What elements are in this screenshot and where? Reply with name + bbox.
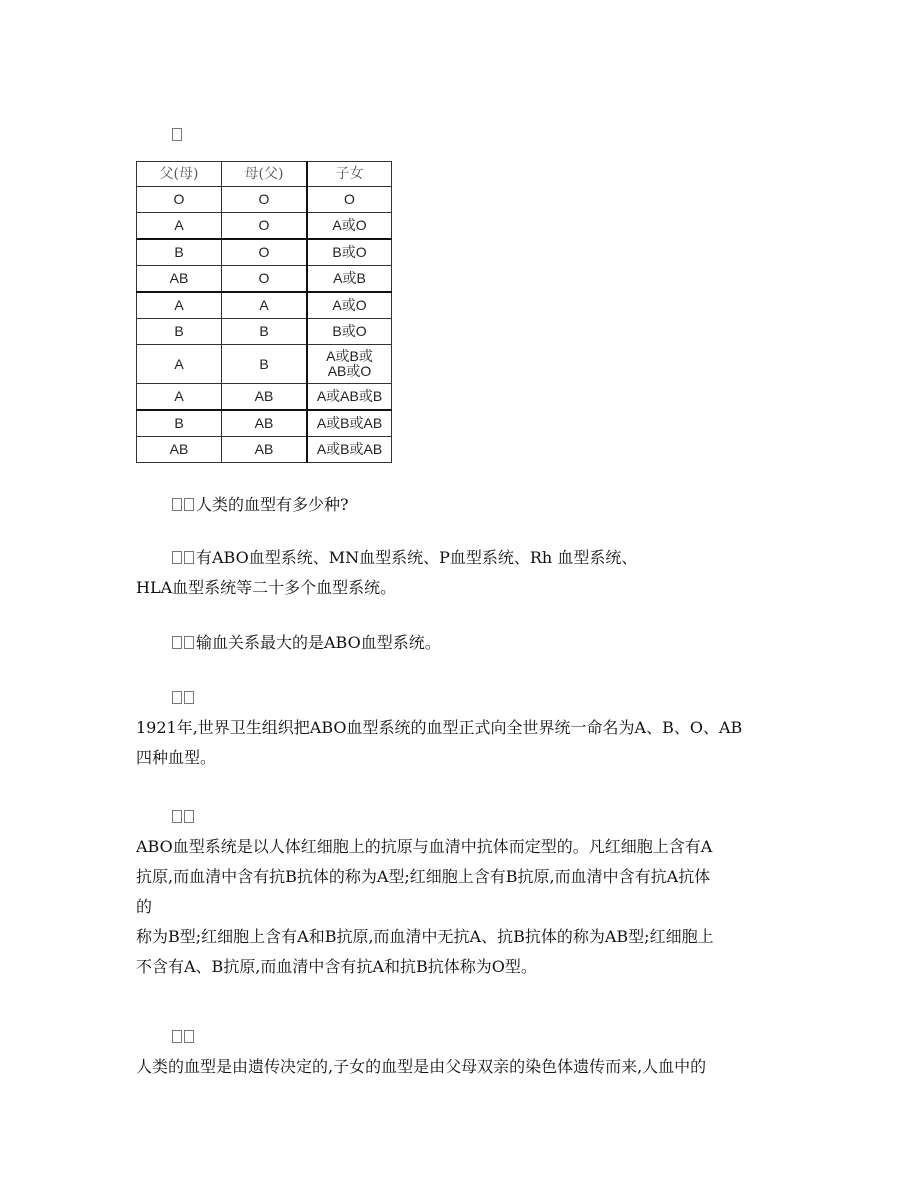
table-row xyxy=(137,187,392,213)
placeholder-glyph-icon xyxy=(172,688,196,707)
cell-child: A或B或AB或O xyxy=(307,345,392,384)
cell-child: A或O xyxy=(307,292,392,319)
definition-line: 的 xyxy=(136,897,153,916)
cell-child: B或O xyxy=(307,239,392,266)
definition-line: 称为B型;红细胞上含有A和B抗原,而血清中无抗A、抗B抗体的称为AB型;红细胞上 xyxy=(136,927,714,946)
table-row xyxy=(137,292,392,319)
blood-type-inheritance-table xyxy=(136,161,392,463)
naming-paragraph xyxy=(136,683,786,773)
cell-parent1: A xyxy=(137,384,222,411)
header-father: 父(母) xyxy=(137,162,222,187)
cell-parent1: A xyxy=(137,345,222,384)
cell-parent1: B xyxy=(137,319,222,345)
naming-line: 四种血型。 xyxy=(136,748,217,767)
cell-parent2: AB xyxy=(222,384,308,411)
answer-line: HLA血型系统等二十多个血型系统。 xyxy=(136,578,397,597)
placeholder-glyph-icon xyxy=(172,633,196,652)
transfusion-paragraph xyxy=(136,628,786,658)
heredity-paragraph xyxy=(136,1022,786,1082)
table-row xyxy=(137,213,392,240)
cell-child: O xyxy=(307,187,392,213)
cell-child: A或B或AB xyxy=(307,437,392,463)
answer-paragraph xyxy=(136,543,786,603)
cell-parent2: AB xyxy=(222,437,308,463)
abo-definition-paragraph xyxy=(136,802,786,982)
cell-child: A或B或AB xyxy=(307,410,392,437)
placeholder-glyph-icon xyxy=(172,495,196,514)
cell-parent2: O xyxy=(222,187,308,213)
definition-line: ABO血型系统是以人体红细胞上的抗原与血清中抗体而定型的。凡红细胞上含有A xyxy=(136,837,713,856)
header-mother: 母(父) xyxy=(222,162,308,187)
question-text: 人类的血型有多少种? xyxy=(196,495,349,514)
table-row xyxy=(137,319,392,345)
cell-parent2: O xyxy=(222,266,308,293)
cell-parent1: A xyxy=(137,213,222,240)
cell-parent2: B xyxy=(222,319,308,345)
table-row xyxy=(137,345,392,384)
question-paragraph xyxy=(136,490,786,520)
cell-parent1: A xyxy=(137,292,222,319)
cell-parent1: AB xyxy=(137,437,222,463)
cell-parent2: O xyxy=(222,239,308,266)
answer-line: 有ABO血型系统、MN血型系统、P血型系统、Rh 血型系统、 xyxy=(196,548,638,567)
cell-parent1: AB xyxy=(137,266,222,293)
cell-child: B或O xyxy=(307,319,392,345)
cell-parent2: AB xyxy=(222,410,308,437)
placeholder-glyph-icon xyxy=(172,807,196,826)
placeholder-glyph-icon xyxy=(172,1027,196,1046)
table-header-row xyxy=(137,162,392,187)
placeholder-glyph-icon xyxy=(172,125,184,144)
cell-child: A或AB或B xyxy=(307,384,392,411)
cell-parent2: B xyxy=(222,345,308,384)
table-row xyxy=(137,266,392,293)
table-row xyxy=(137,239,392,266)
cell-child: A或B xyxy=(307,266,392,293)
cell-parent1: B xyxy=(137,239,222,266)
cell-parent2: A xyxy=(222,292,308,319)
transfusion-text: 输血关系最大的是ABO血型系统。 xyxy=(196,633,441,652)
definition-line: 不含有A、B抗原,而血清中含有抗A和抗B抗体称为O型。 xyxy=(136,957,537,976)
header-child: 子女 xyxy=(307,162,392,187)
cell-child: A或O xyxy=(307,213,392,240)
cell-parent2: O xyxy=(222,213,308,240)
table-row xyxy=(137,437,392,463)
placeholder-glyph-icon xyxy=(172,548,196,567)
table-row xyxy=(137,384,392,411)
heredity-line: 人类的血型是由遗传决定的,子女的血型是由父母双亲的染色体遗传而来,人血中的 xyxy=(136,1057,707,1076)
cell-parent1: O xyxy=(137,187,222,213)
table-row xyxy=(137,410,392,437)
cell-parent1: B xyxy=(137,410,222,437)
definition-line: 抗原,而血清中含有抗B抗体的称为A型;红细胞上含有B抗原,而血清中含有抗A抗体 xyxy=(136,867,711,886)
naming-line: 1921年,世界卫生组织把ABO血型系统的血型正式向全世界统一命名为A、B、O、AB xyxy=(136,718,743,737)
